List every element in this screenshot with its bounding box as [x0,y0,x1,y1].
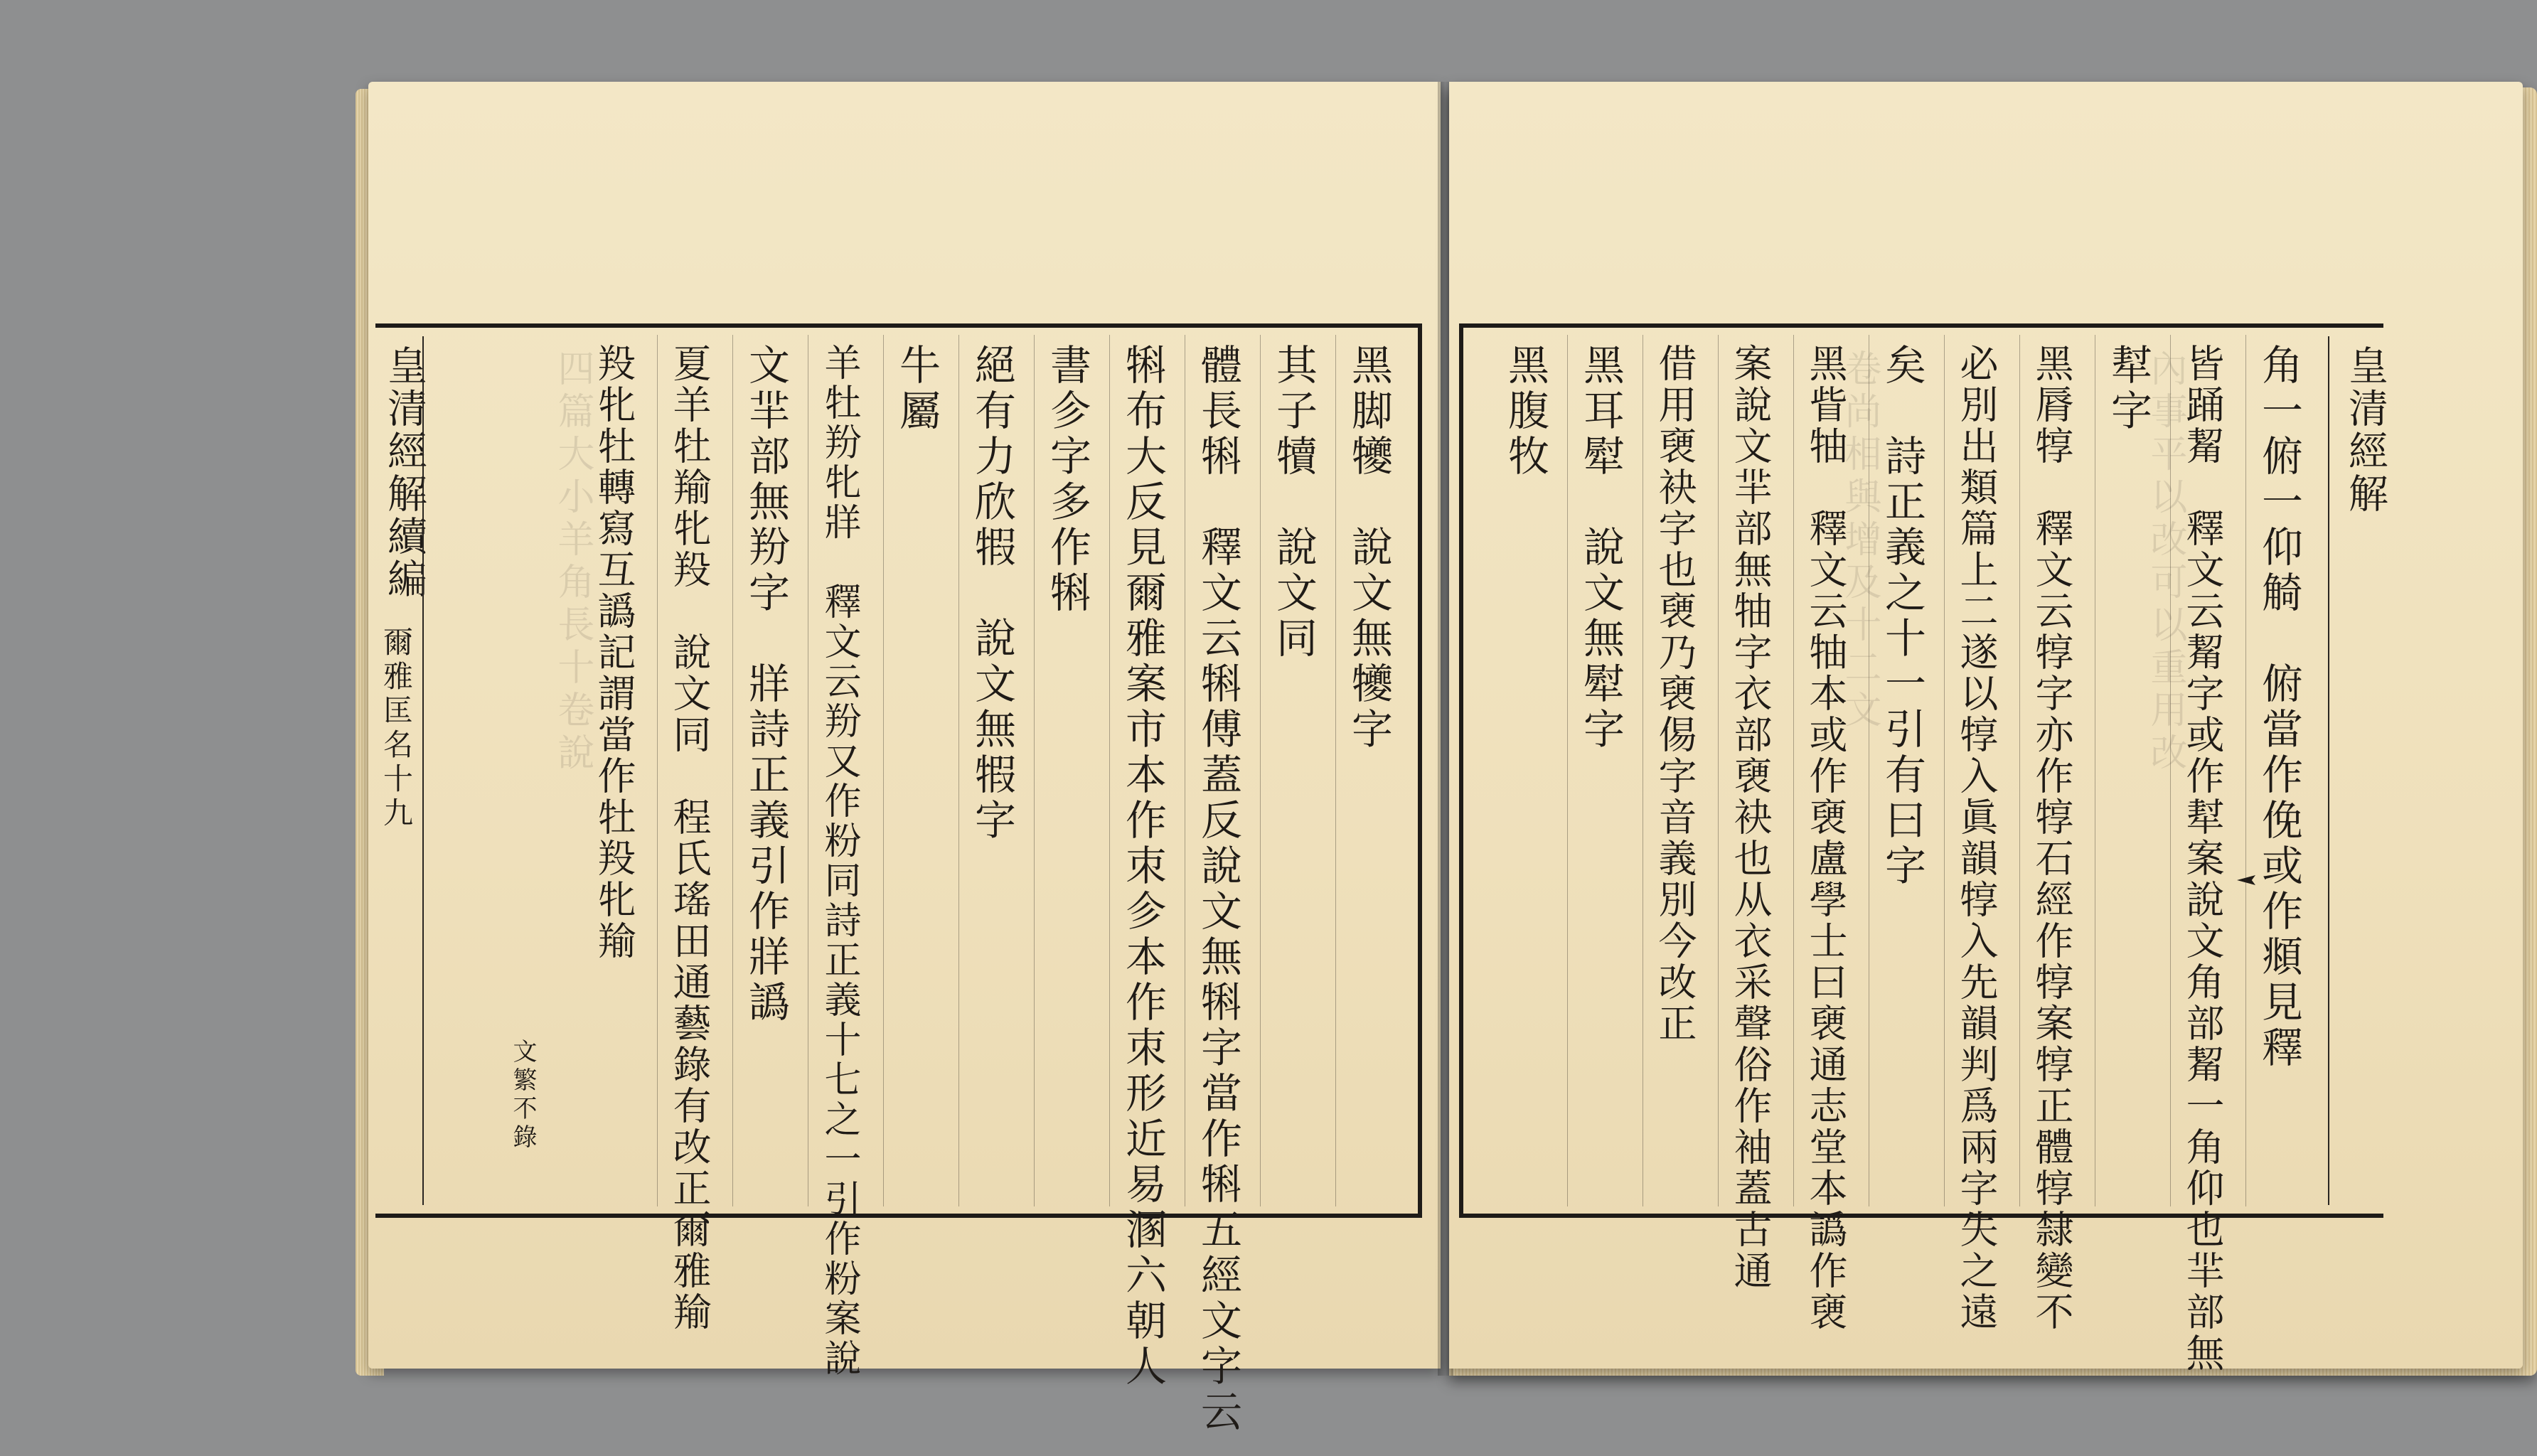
column-rule [2019,335,2020,1206]
column-rule [1109,335,1110,1206]
column-rule [2245,335,2246,1206]
text-column: 黑眥牰 釋文云牰本或作褏盧學士曰褏通志堂本譌作褏 [1803,343,1848,1333]
text-column: 絕有力欣犌 說文無犌字 [968,343,1016,844]
text-column: 案說文羋部無牰字衣部褏袂也从衣采聲俗作袖蓋古通 [1728,343,1773,1292]
left-page-section: 爾雅匡名十九 [379,626,414,831]
text-column: 必別出類篇上二遂以犉入眞韻犉入先韻判爲兩字失之遠 [1954,343,1999,1333]
left-page [368,82,1441,1435]
text-column: 黑耳犚 說文無犚字 [1576,343,1625,753]
text-column: 矣 詩正義之十一引有曰字 [1878,343,1926,889]
column-rule [1260,335,1261,1206]
column-rule [1944,335,1945,1206]
left-heading-divider [422,336,424,1205]
text-column: 犐布大反見爾雅案市本作朿㐱本作朿形近易溷六朝人 [1118,343,1167,1390]
bleed-through-text: 四篇大小羊角長十卷說 [551,349,594,776]
fish-mark-icon [2237,875,2255,885]
text-column: 黑腹牧 [1501,343,1549,480]
text-column: 牛屬 [892,343,941,434]
right-page-heading: 皇清經解 [2342,345,2388,515]
text-column: 書㐱字多作犐 [1043,343,1091,616]
text-column: 羖牝牡轉寫互譌記謂當作牡羖牝羭 [592,343,636,962]
text-column: 借用褏袂字也褏乃褏㑥字音義別今改正 [1652,343,1697,1044]
bleed-through-text: 卷尚相與增及十二文 [1838,349,1881,733]
left-page-frame [375,323,1422,1435]
open-book [356,82,2388,1435]
right-page-frame [1459,323,2388,1374]
column-rule [1034,335,1035,1206]
text-column: 角一俯一仰觭 俯當作俛或作頫見釋 [2255,343,2303,1071]
column-rule [1718,335,1719,1206]
bleed-through-text: 內事平以改可以重用改 [2144,349,2186,776]
column-rule [1567,335,1568,1206]
text-column: 皆踊觢 釋文云觢字或作犎案說文角部觢一角仰也羋部無 [2180,343,2225,1374]
column-rule [883,335,884,1206]
text-column: 夏羊牡羭牝羖 說文同 程氏瑤田通藝錄有改正爾雅羭 [667,343,712,1333]
margin-note: 文繁不錄 [508,1039,537,1152]
column-rule [1335,335,1336,1206]
column-rule [732,335,733,1206]
text-column: 犎字 [2104,343,2152,434]
right-page [1449,82,2523,1374]
text-column: 文羋部無羒字 牂詩正義引作牂譌 [742,343,790,1026]
text-column: 其子犢 說文同 [1269,343,1318,662]
column-rule [657,335,658,1206]
text-column: 羊牡羒牝牂 釋文云羒又作粉同詩正義十七之一引作粉案說 [818,343,860,1379]
column-rule [1793,335,1794,1206]
column-rule [958,335,959,1206]
text-column: 體長犐 釋文云犐傅蓋反說文無犐字當作犐五經文字云 [1194,343,1242,1435]
text-column: 黑脚犪 說文無犪字 [1345,343,1393,753]
text-column: 黑脣犉 釋文云犉字亦作犉石經作犉案犉正體犉隸變不 [2029,343,2074,1333]
left-page-heading: 皇清經解續編 [381,345,427,601]
right-heading-divider [2328,336,2329,1205]
